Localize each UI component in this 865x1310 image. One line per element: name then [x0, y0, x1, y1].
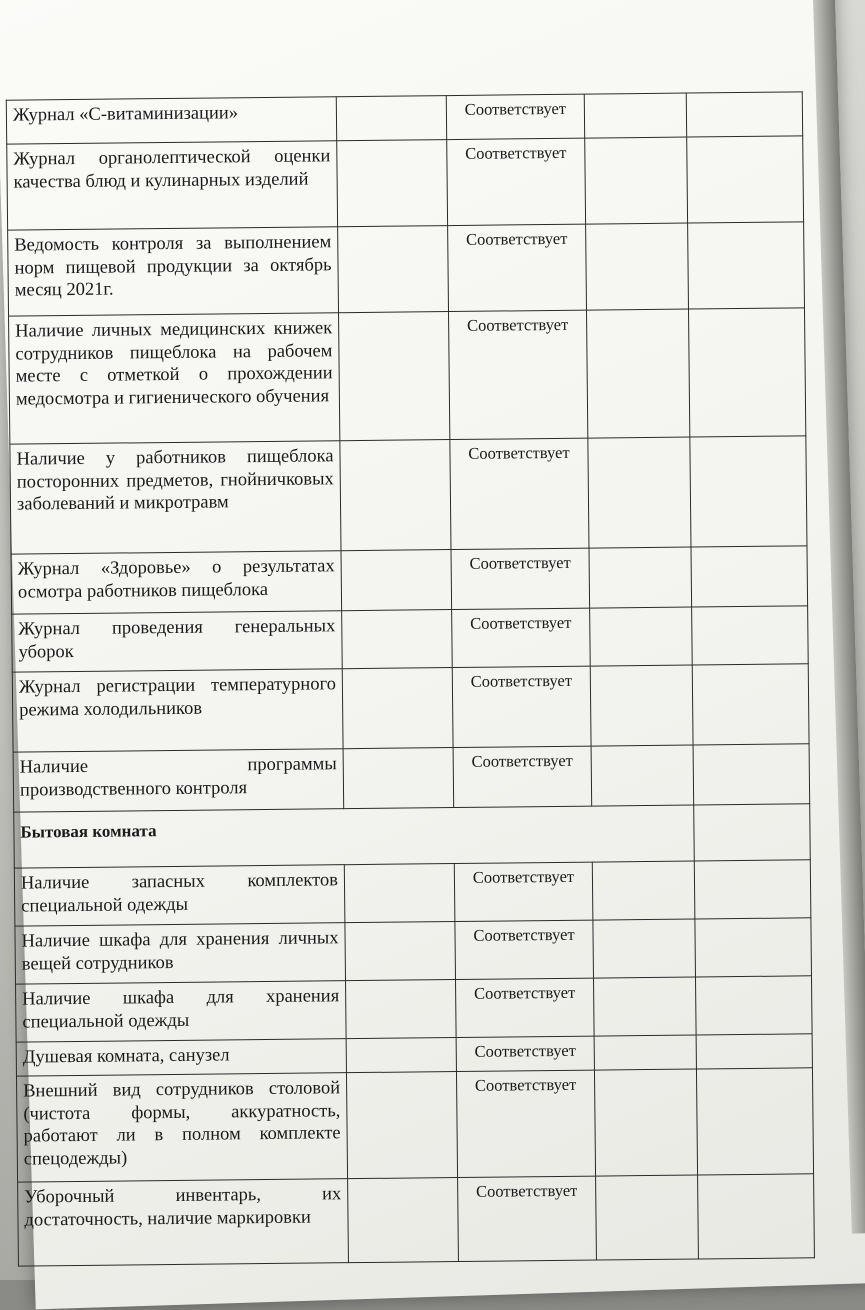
item-cell: Наличие у работников пищеблока посторонних предметов, гнойничковых заболеваний и микротравм — [10, 441, 341, 554]
item-cell: Наличие шкафа для хранения специальной одежды — [16, 981, 347, 1042]
empty-cell — [593, 977, 696, 1036]
item-cell: Журнал органолептической оценки качества блюд и кулинарных изделий — [7, 141, 338, 230]
empty-cell — [345, 922, 456, 981]
empty-cell — [591, 745, 694, 806]
table-row — [13, 744, 810, 812]
table-row — [14, 860, 811, 926]
empty-cell — [594, 1069, 697, 1176]
status-cell: Соответствует — [446, 94, 584, 139]
empty-cell — [341, 550, 452, 611]
empty-cell — [343, 748, 454, 809]
item-cell: Журнал «С-витаминизации» — [6, 97, 336, 144]
empty-cell — [336, 96, 446, 141]
empty-cell — [584, 93, 686, 138]
inspection-table — [6, 91, 815, 1266]
empty-cell — [590, 607, 693, 666]
table-row — [8, 222, 805, 316]
empty-cell — [692, 606, 809, 665]
empty-cell — [695, 976, 812, 1035]
status-cell: Соответствует — [453, 746, 592, 807]
table-row — [16, 1068, 813, 1182]
empty-cell — [339, 312, 450, 441]
empty-cell — [687, 136, 804, 223]
empty-cell — [590, 665, 693, 746]
empty-cell — [587, 309, 690, 438]
status-cell: Соответствует — [449, 310, 588, 439]
item-cell: Журнал «Здоровье» о результатах осмотра работников пищеблока — [11, 551, 342, 614]
item-cell: Уборочный инвентарь, их достаточность, наличие маркировки — [18, 1179, 349, 1266]
status-cell: Соответствует — [455, 920, 594, 979]
status-cell: Соответствует — [456, 1070, 595, 1177]
item-cell: Душевая комната, санузел — [16, 1039, 346, 1076]
empty-cell — [695, 918, 812, 977]
table-row — [10, 436, 807, 554]
status-cell: Соответствует — [458, 1176, 597, 1261]
empty-cell — [585, 137, 688, 224]
empty-cell — [346, 1038, 456, 1073]
table-row — [9, 308, 806, 444]
empty-cell — [596, 1175, 699, 1260]
table-row — [11, 546, 808, 614]
status-cell: Соответствует — [456, 978, 595, 1037]
section-row — [14, 804, 811, 868]
empty-cell — [340, 440, 451, 551]
item-cell: Журнал регистрации температурного режима холодильников — [12, 669, 343, 752]
section-title: Бытовая комната — [14, 805, 695, 868]
item-cell: Наличие шкафа для хранения личных вещей сотрудников — [15, 923, 346, 984]
empty-cell — [344, 864, 455, 923]
status-cell: Соответствует — [447, 138, 586, 225]
empty-cell — [692, 664, 809, 745]
empty-cell — [688, 308, 805, 437]
status-cell: Соответствует — [451, 548, 590, 609]
table-row — [12, 664, 809, 752]
empty-cell — [342, 610, 453, 669]
empty-cell — [586, 223, 689, 310]
empty-cell — [696, 1034, 812, 1069]
status-cell: Соответствует — [452, 608, 591, 667]
empty-cell — [691, 546, 808, 607]
empty-cell — [693, 744, 810, 805]
empty-cell — [588, 437, 691, 548]
empty-cell — [593, 919, 696, 978]
empty-cell — [346, 1072, 457, 1179]
empty-cell — [688, 222, 805, 309]
item-cell: Наличие запасных комплектов специальной одежды — [14, 865, 345, 926]
item-cell: Ведомость контроля за выполнением норм пищевой продукции за октябрь месяц 2021г. — [8, 227, 339, 316]
table-row — [15, 918, 812, 984]
table-row — [18, 1174, 815, 1266]
empty-cell — [696, 1068, 813, 1175]
empty-cell — [694, 804, 811, 861]
empty-cell — [337, 140, 448, 227]
item-cell: Наличие личных медицинских книжек сотрудников пищеблока на рабочем месте с отметкой о прохождении медосмотра и гигиенического обучения — [9, 313, 340, 444]
empty-cell — [690, 436, 807, 547]
status-cell: Соответствует — [452, 666, 591, 747]
status-cell: Соответствует — [450, 438, 589, 549]
status-cell: Соответствует — [456, 1036, 594, 1071]
item-cell: Журнал проведения генеральных уборок — [12, 611, 343, 672]
empty-cell — [698, 1174, 815, 1259]
empty-cell — [686, 92, 802, 137]
item-cell: Наличие программы производственного контроля — [13, 749, 344, 812]
status-cell: Соответствует — [454, 862, 593, 921]
status-cell: Соответствует — [448, 224, 587, 311]
empty-cell — [694, 860, 811, 919]
empty-cell — [346, 980, 457, 1039]
table-row — [7, 136, 804, 230]
empty-cell — [338, 226, 449, 313]
table-row — [16, 976, 813, 1042]
empty-cell — [592, 861, 695, 920]
empty-cell — [589, 547, 692, 608]
empty-cell — [342, 668, 453, 749]
item-cell: Внешний вид сотрудников столовой (чистота формы, аккуратность, работают ли в полном комплекте спецодежды) — [16, 1073, 347, 1182]
empty-cell — [348, 1178, 459, 1263]
table-row — [12, 606, 809, 672]
empty-cell — [594, 1035, 696, 1070]
